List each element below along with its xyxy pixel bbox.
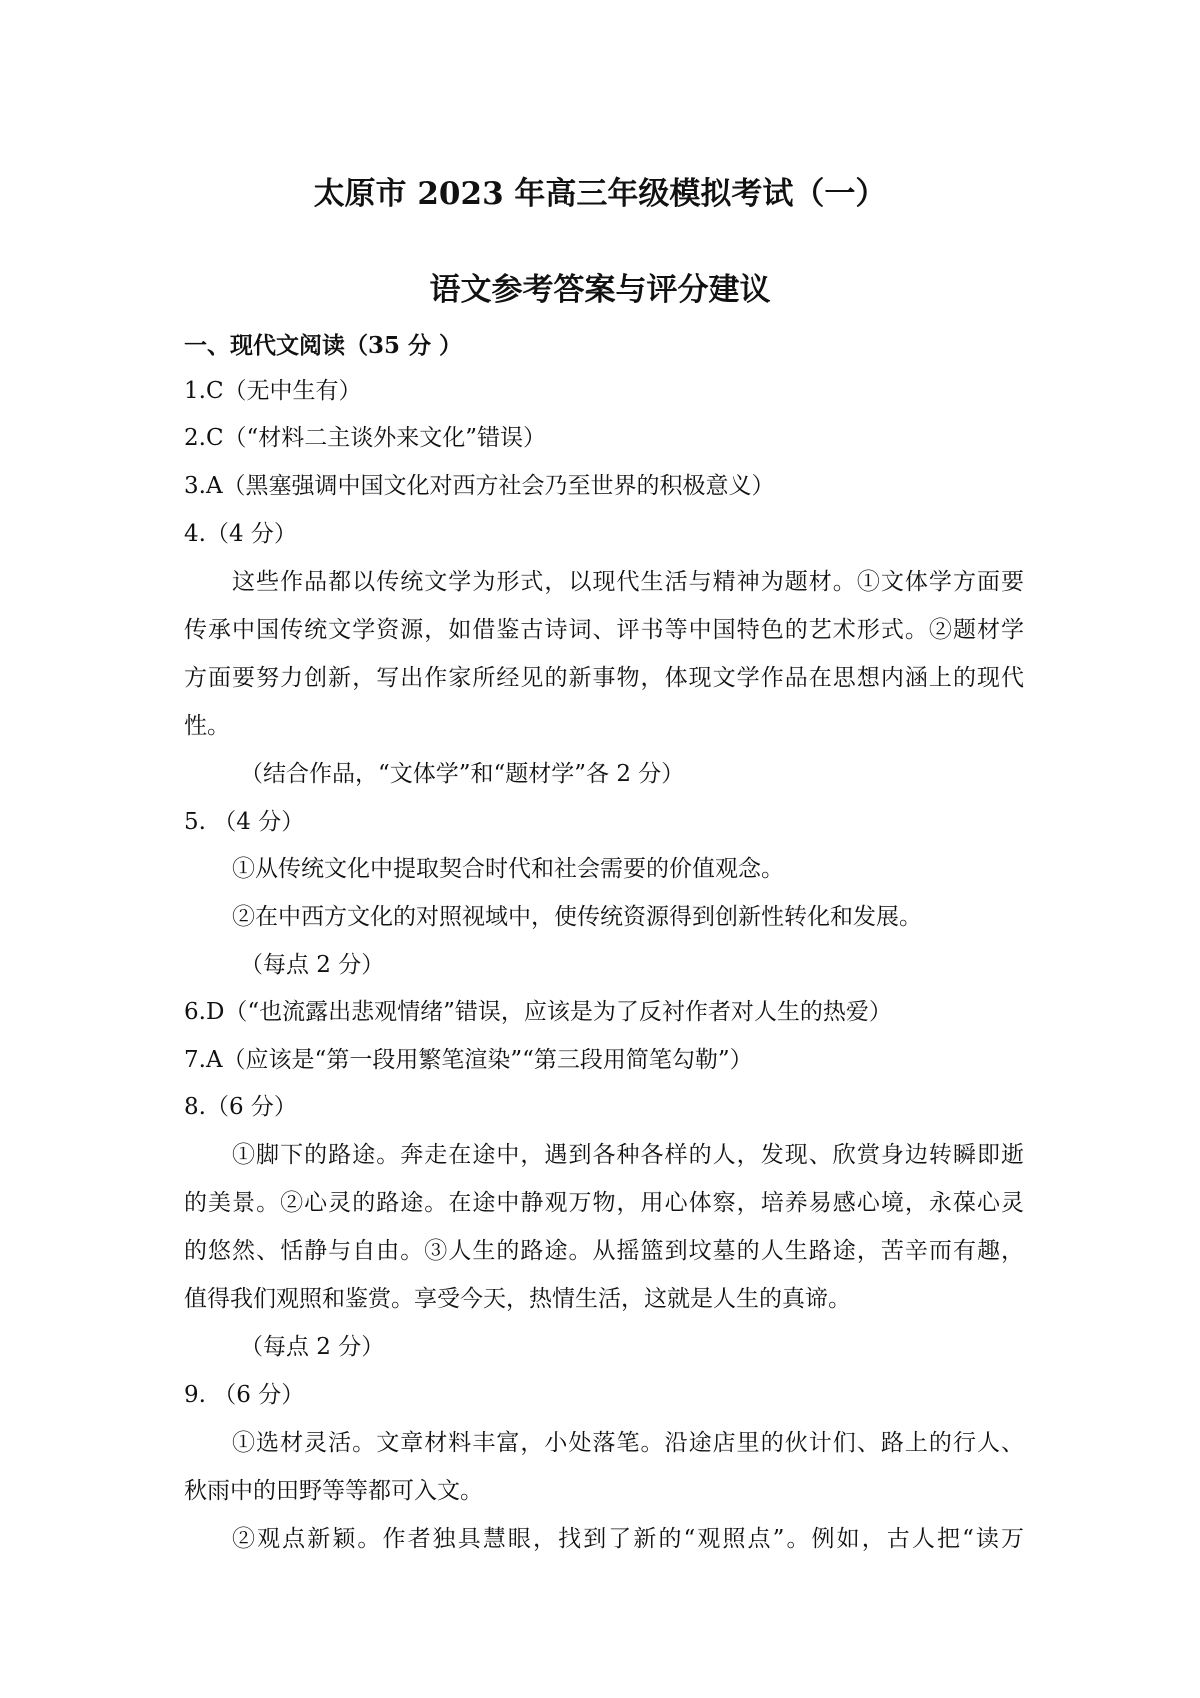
section-heading: 一、现代文阅读（35 分 ） — [184, 332, 463, 359]
answer-9-text-line: ②观点新颖。作者独具慧眼，找到了新的“观照点”。例如，古人把“读万 — [232, 1526, 1024, 1552]
answer-8-text-line: 值得我们观照和鉴赏。享受今天，热情生活，这就是人生的真谛。 — [184, 1286, 851, 1312]
answer-4-text-line: 性。 — [184, 713, 230, 739]
answer-1: 1.C（无中生有） — [184, 378, 362, 404]
answer-8-scoring-note: （每点 2 分） — [240, 1334, 385, 1360]
answer-3: 3.A（黑塞强调中国文化对西方社会乃至世界的积极意义） — [184, 473, 775, 499]
answer-4-text-line: 这些作品都以传统文学为形式，以现代生活与精神为题材。①文体学方面要 — [232, 569, 1024, 595]
answer-4-text-line: 传承中国传统文学资源，如借鉴古诗词、评书等中国特色的艺术形式。②题材学 — [184, 617, 1024, 643]
answer-7: 7.A（应该是“第一段用繁笔渲染”“第三段用简笔勾勒”） — [184, 1047, 753, 1073]
answer-8-text-line: 的悠然、恬静与自由。③人生的路途。从摇篮到坟墓的人生路途，苦辛而有趣， — [184, 1238, 1024, 1264]
page-title: 太原市 2023 年高三年级模拟考试（一） — [313, 176, 887, 212]
answer-2: 2.C（“材料二主谈外来文化”错误） — [184, 425, 547, 451]
answer-4-label: 4.（4 分） — [184, 521, 297, 547]
answer-9-text-line: 秋雨中的田野等等都可入文。 — [184, 1478, 483, 1504]
answer-9-label: 9. （6 分） — [184, 1382, 305, 1408]
page-subtitle: 语文参考答案与评分建议 — [429, 272, 771, 308]
answer-5-point: ①从传统文化中提取契合时代和社会需要的价值观念。 — [232, 856, 784, 882]
answer-5-scoring-note: （每点 2 分） — [240, 952, 385, 978]
answer-6: 6.D（“也流露出悲观情绪”错误，应该是为了反衬作者对人生的热爱） — [184, 999, 892, 1025]
answer-4-scoring-note: （结合作品，“文体学”和“题材学”各 2 分） — [240, 761, 685, 787]
answer-8-label: 8.（6 分） — [184, 1094, 297, 1120]
answer-8-text-line: 的美景。②心灵的路途。在途中静观万物，用心体察，培养易感心境，永葆心灵 — [184, 1190, 1024, 1216]
answer-9-text-line: ①选材灵活。文章材料丰富，小处落笔。沿途店里的伙计们、路上的行人、 — [232, 1430, 1024, 1456]
answer-5-point: ②在中西方文化的对照视域中，使传统资源得到创新性转化和发展。 — [232, 904, 922, 930]
answer-8-text-line: ①脚下的路途。奔走在途中，遇到各种各样的人，发现、欣赏身边转瞬即逝 — [232, 1142, 1024, 1168]
answer-4-text-line: 方面要努力创新，写出作家所经见的新事物，体现文学作品在思想内涵上的现代 — [184, 665, 1024, 691]
answer-5-label: 5. （4 分） — [184, 809, 305, 835]
